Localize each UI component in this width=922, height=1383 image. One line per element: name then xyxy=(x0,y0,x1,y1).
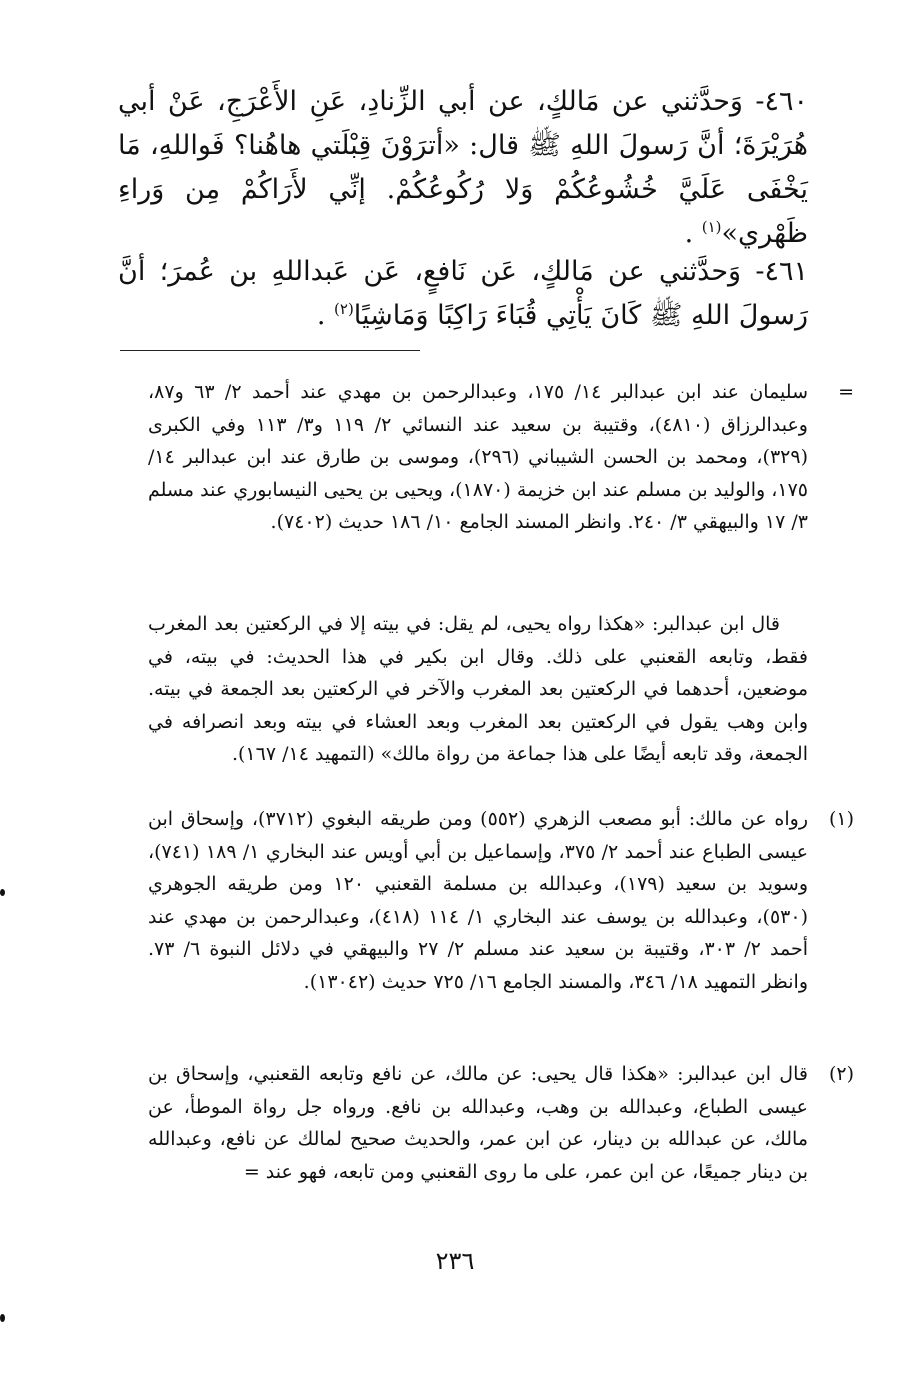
footnote-quote-ibn-abdilbarr xyxy=(148,608,808,771)
footnote-marker: (١) xyxy=(828,808,854,830)
hadith-end: . xyxy=(316,300,335,331)
footnote-reference[interactable]: (٢) xyxy=(334,300,354,318)
scan-speck xyxy=(0,1314,5,1322)
hadith-461 xyxy=(118,250,808,338)
footnote-continuation xyxy=(148,376,854,539)
hadith-460 xyxy=(118,80,808,256)
footnote-separator xyxy=(120,350,420,351)
footnote-2 xyxy=(148,1058,854,1188)
page-number: ٢٣٦ xyxy=(435,1247,475,1275)
footnote-text: سليمان عند ابن عبدالبر ١٤/ ١٧٥، وعبدالرحمن بن مهدي عند أحمد ٢/ ٦٣ و٨٧، وعبدالرزاق (٤٨١٠)، وقتيبة بن سعيد عند النسائي ٢/ ١١٩ و٣/ ١١٣ وفي الكبرى (٣٢٩)، ومحمد بن الحسن الشيباني (٢٩٦)، وموسى بن طارق عند ابن عبدالبر ١٤/ ١٧٥، والوليد بن مسلم عند ابن خزيمة (١٨٧٠)، ويحيى بن يحيى النيسابوري عند مسلم ٣/ ١٧ والبيهقي ٣/ ٢٤٠. وانظر المسند الجامع ١٠/ ١٨٦ حديث (٧٤٠٢). xyxy=(148,381,809,533)
hadith-text: ٤٦٠- وَحدَّثني عن مَالكٍ، عن أبي الزِّنادِ، عَنِ الأَعْرَجِ، عَنْ أبي هُرَيْرَةَ؛ أنَّ رَسولَ اللهِ ﷺ قال: «أترَوْنَ قِبْلَتي هاهُنا؟ فَواللهِ، مَا يَخْفَى عَلَيَّ خُشُوعُكُمْ وَلا رُكُوعُكُمْ. إنِّي لأَرَاكُمْ مِن وَراءِ ظَهْري» xyxy=(118,86,808,249)
hadith-text: ٤٦١- وَحدَّثني عن مَالكٍ، عَن نَافعٍ، عَن عَبداللهِ بن عُمرَ؛ أنَّ رَسولَ اللهِ ﷺ كَانَ يَأْتِي قُبَاءَ رَاكِبًا وَمَاشِيًا xyxy=(118,256,808,331)
hadith-end: . xyxy=(684,218,702,249)
footnote-reference[interactable]: (١) xyxy=(701,218,722,236)
continuation-marker: = xyxy=(838,381,854,403)
scan-speck xyxy=(0,889,5,896)
footnote-text: قال ابن عبدالبر: «هكذا قال يحيى: عن مالك، عن نافع وتابعه القعنبي، وإسحاق بن عيسى الطباع، وعبدالله بن وهب، وعبدالله بن نافع. ورواه جل رواة الموطأ، عن مالك، عن عبدالله بن دينار، عن ابن عمر، والحديث صحيح لمالك عن نافع، وعبدالله بن دينار جميعًا، عن ابن عمر، على ما روى القعنبي ومن تابعه، فهو عند = xyxy=(148,1063,808,1183)
footnote-text: قال ابن عبدالبر: «هكذا رواه يحيى، لم يقل: في بيته إلا في الركعتين بعد المغرب فقط، وتابعه القعنبي على ذلك. وقال ابن بكير في هذا الحديث: في بيته، في موضعين، أحدهما في الركعتين بعد المغرب والآخر في الركعتين بعد الجمعة في بيته. وابن وهب يقول في الركعتين بعد المغرب وبعد العشاء في بيته وبعد انصرافه في الجمعة، وقد تابعه أيضًا على هذا جماعة من رواة مالك» (التمهيد ١٤/ ١٦٧). xyxy=(148,613,808,765)
footnote-1 xyxy=(148,803,854,998)
footnote-marker: (٢) xyxy=(828,1063,854,1085)
footnote-text: رواه عن مالك: أبو مصعب الزهري (٥٥٢) ومن طريقه البغوي (٣٧١٢)، وإسحاق ابن عيسى الطباع عند أحمد ٢/ ٣٧٥، وإسماعيل بن أبي أويس عند البخاري ١/ ١٨٩ (٧٤١)، وسويد بن سعيد (١٧٩)، وعبدالله بن مسلمة القعنبي ١٢٠ ومن طريقه الجوهري (٥٣٠)، وعبدالله بن يوسف عند البخاري ١/ ١١٤ (٤١٨)، وعبدالرحمن بن مهدي عند أحمد ٢/ ٣٠٣، وقتيبة بن سعيد عند مسلم ٢/ ٢٧ والبيهقي في دلائل النبوة ٦/ ٧٣. وانظر التمهيد ١٨/ ٣٤٦، والمسند الجامع ١٦/ ٧٢٥ حديث (١٣٠٤٢). xyxy=(148,808,809,993)
